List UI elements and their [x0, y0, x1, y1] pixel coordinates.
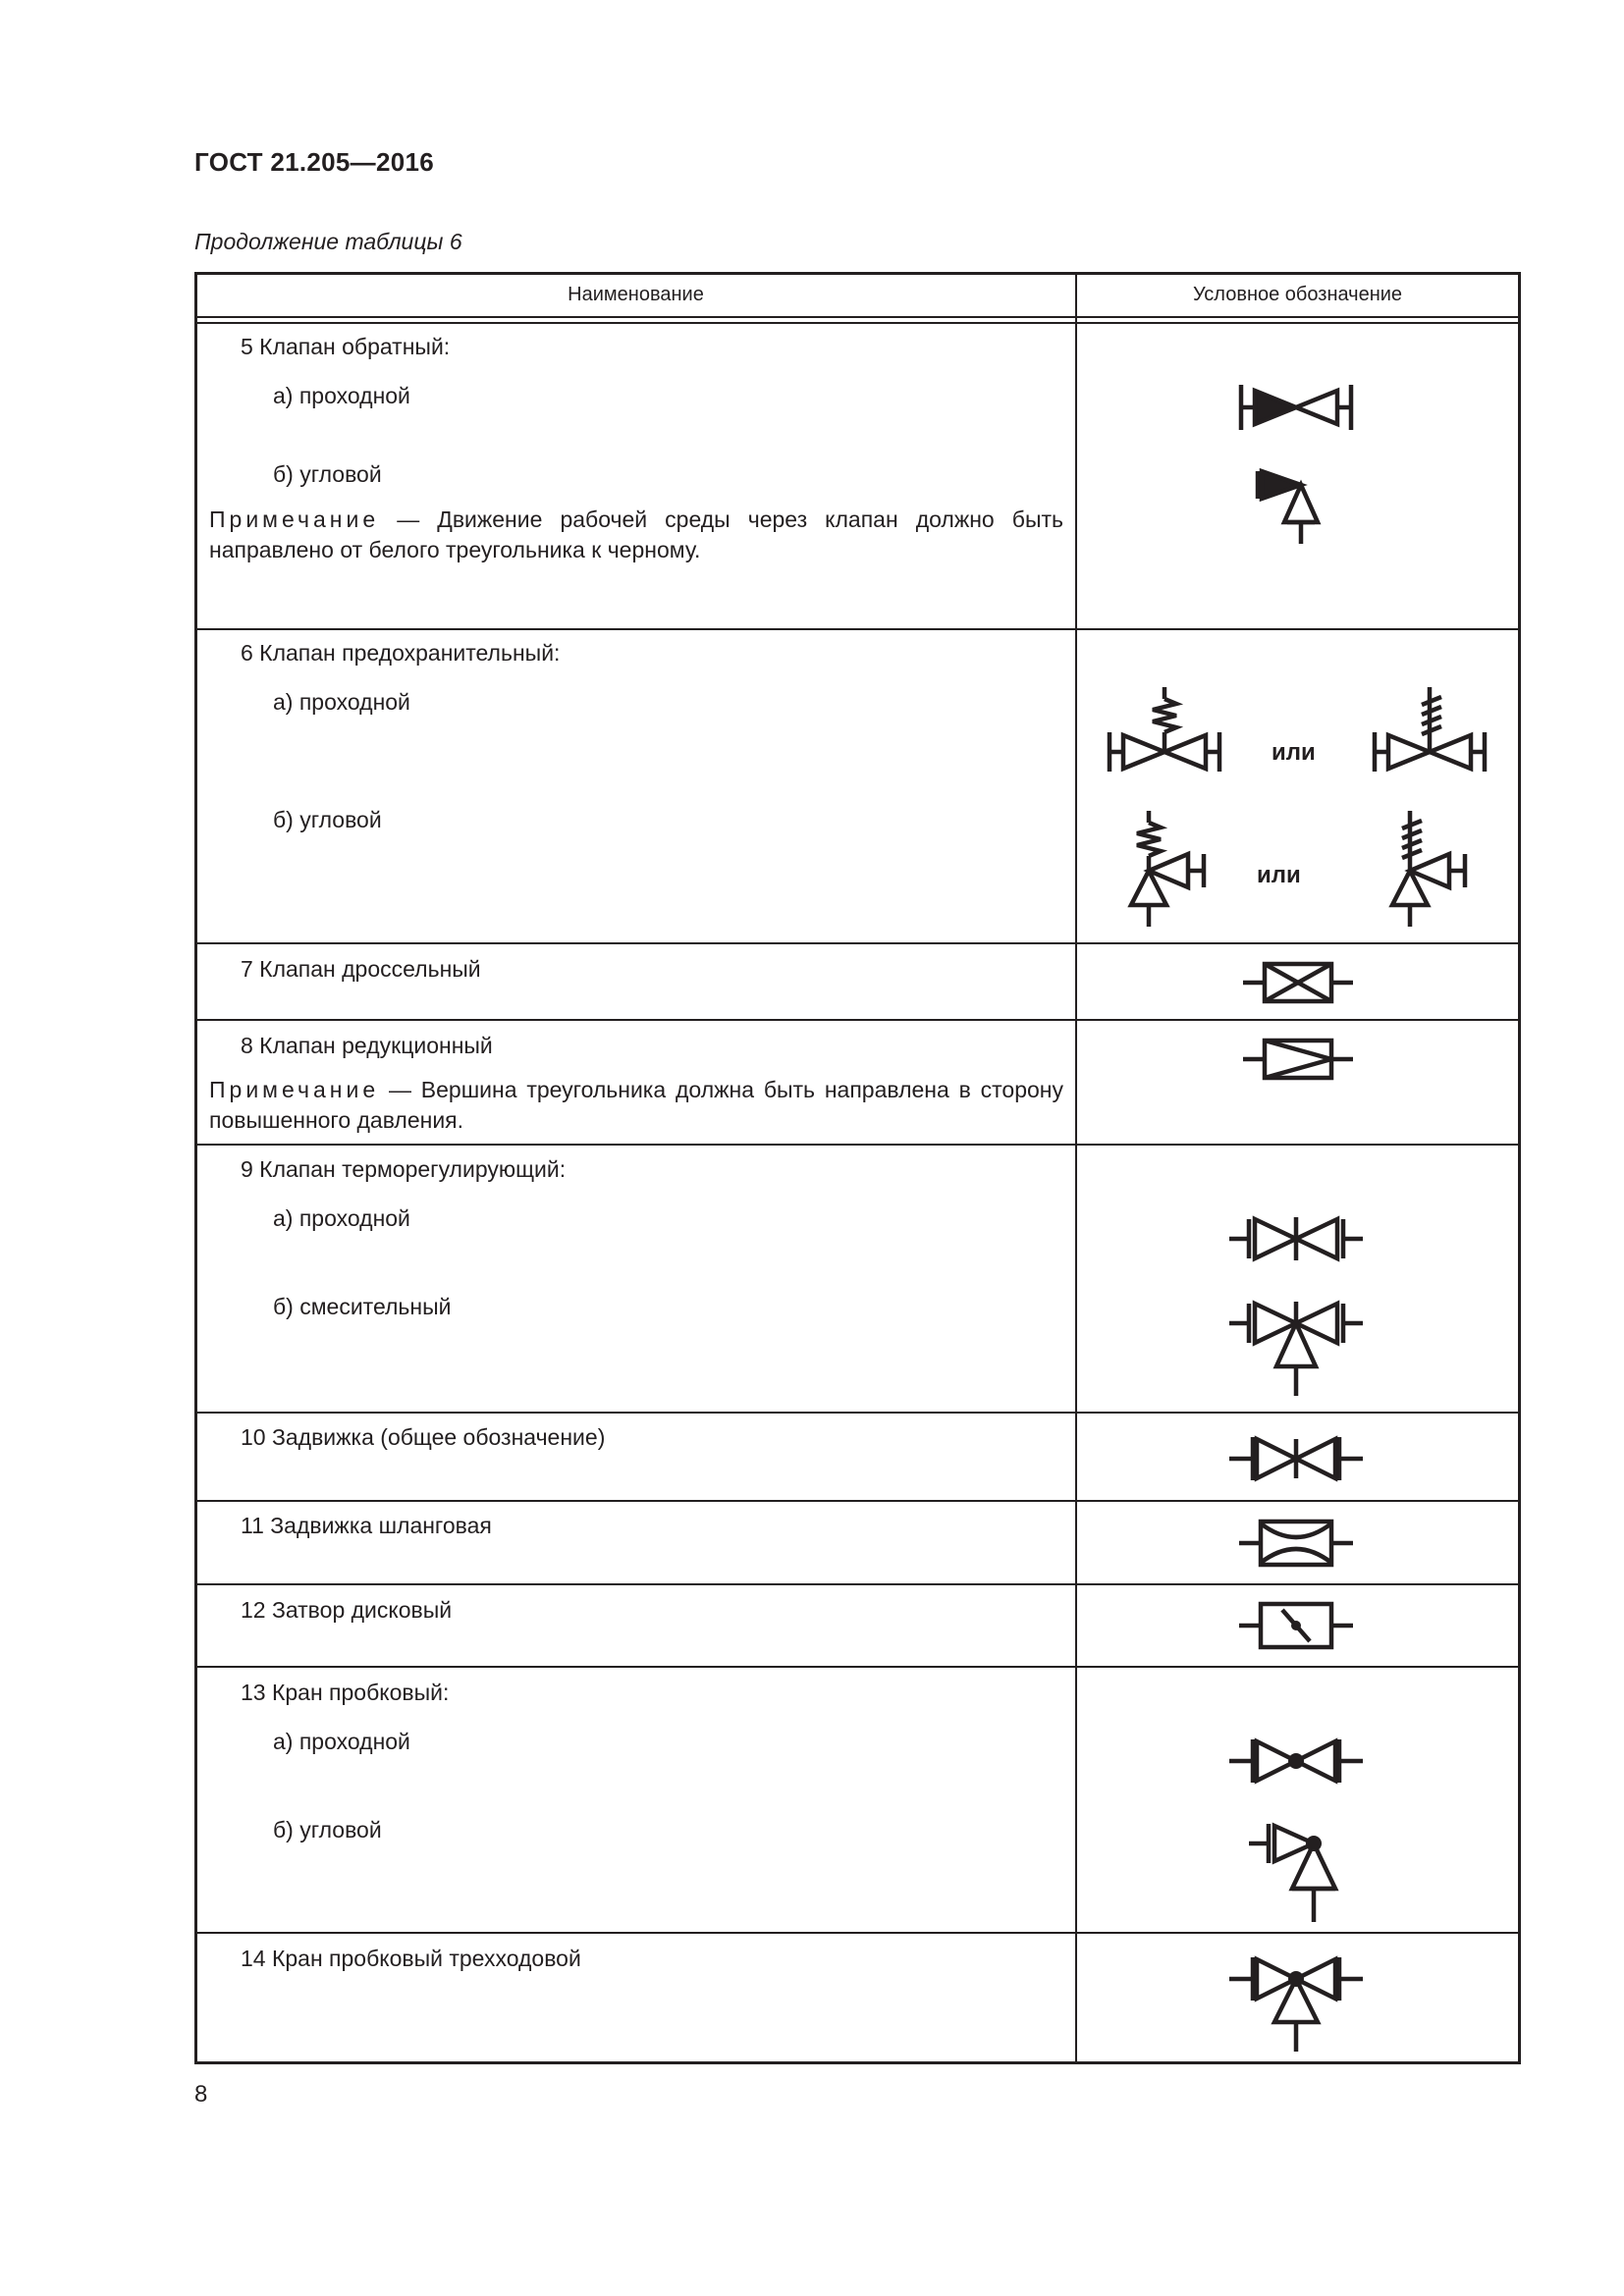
row-11-item: 11 Задвижка шланговая	[241, 1513, 492, 1538]
or-label-straight: или	[1272, 739, 1316, 766]
table-caption: Продолжение таблицы 6	[194, 229, 462, 254]
table-border-bottom	[194, 2061, 1521, 2064]
row-10-item: 10 Задвижка (общее обозначение)	[241, 1424, 606, 1450]
safety-valve-icon	[1371, 681, 1489, 779]
column-divider	[1075, 272, 1077, 2064]
note-text: — Движение рабочей среды через клапан должно быть направлено от белого треугольника к черному.	[209, 507, 1063, 562]
row-separator	[194, 628, 1521, 630]
header-rule-2	[194, 322, 1521, 324]
row-7-item: 7 Клапан дроссельный	[241, 956, 481, 982]
table-border-left	[194, 272, 197, 2064]
reducing-valve-icon	[1239, 1035, 1357, 1084]
throttle-valve-icon	[1239, 958, 1357, 1007]
row-6-sub-b: б) угловой	[273, 807, 382, 832]
gate-valve-icon	[1225, 1429, 1367, 1488]
plug-cock-icon	[1225, 1732, 1367, 1790]
row-5-note	[209, 505, 1063, 565]
row-8-item: 8 Клапан редукционный	[241, 1033, 493, 1058]
column-header-name: Наименование	[568, 284, 704, 305]
safety-valve-icon	[1106, 681, 1223, 779]
row-9-sub-a: а) проходной	[273, 1205, 410, 1231]
thermostatic-valve-icon	[1225, 1294, 1367, 1402]
row-separator	[194, 1019, 1521, 1021]
row-13-sub-a: а) проходной	[273, 1729, 410, 1754]
row-13-sub-b: б) угловой	[273, 1817, 382, 1842]
check-valve-angle-icon	[1252, 461, 1340, 550]
thermostatic-valve-icon	[1225, 1209, 1367, 1268]
row-9-sub-b: б) смесительный	[273, 1294, 452, 1319]
row-13-item: 13 Кран пробковый:	[241, 1680, 450, 1705]
row-separator	[194, 1144, 1521, 1146]
row-6-item: 6 Клапан предохранительный:	[241, 640, 561, 666]
three-way-plug-cock-icon	[1225, 1949, 1367, 2057]
plug-cock-icon	[1245, 1816, 1363, 1934]
page-number: 8	[194, 2081, 208, 2108]
header-rule-1	[194, 316, 1521, 318]
row-5-sub-b: б) угловой	[273, 461, 382, 487]
column-header-symbol: Условное обозначение	[1192, 284, 1403, 305]
note-text: — Вершина треугольника должна быть направлена в сторону повышенного давления.	[209, 1077, 1063, 1133]
row-6-sub-a: а) проходной	[273, 689, 410, 715]
document-header: ГОСТ 21.205—2016	[194, 147, 435, 177]
note-label: Примечание	[209, 1077, 380, 1102]
note-label: Примечание	[209, 507, 380, 532]
row-8-note	[209, 1075, 1063, 1136]
row-5-item: 5 Клапан обратный:	[241, 334, 451, 359]
safety-valve-icon	[1119, 805, 1218, 933]
or-label-angle: или	[1257, 862, 1301, 888]
row-separator	[194, 1583, 1521, 1585]
hose-gate-valve-icon	[1235, 1516, 1357, 1571]
table-border-top	[194, 272, 1521, 275]
row-5-sub-a: а) проходной	[273, 383, 410, 408]
row-14-item: 14 Кран пробковый трехходовой	[241, 1946, 581, 1971]
disc-shutter-icon	[1235, 1598, 1357, 1653]
row-separator	[194, 1500, 1521, 1502]
safety-valve-icon	[1380, 805, 1479, 933]
row-12-item: 12 Затвор дисковый	[241, 1597, 453, 1623]
row-separator	[194, 1412, 1521, 1414]
row-9-item: 9 Клапан терморегулирующий:	[241, 1156, 567, 1182]
check-valve-straight-icon	[1237, 383, 1355, 432]
row-separator	[194, 942, 1521, 944]
table-border-right	[1518, 272, 1521, 2064]
row-separator	[194, 1666, 1521, 1668]
